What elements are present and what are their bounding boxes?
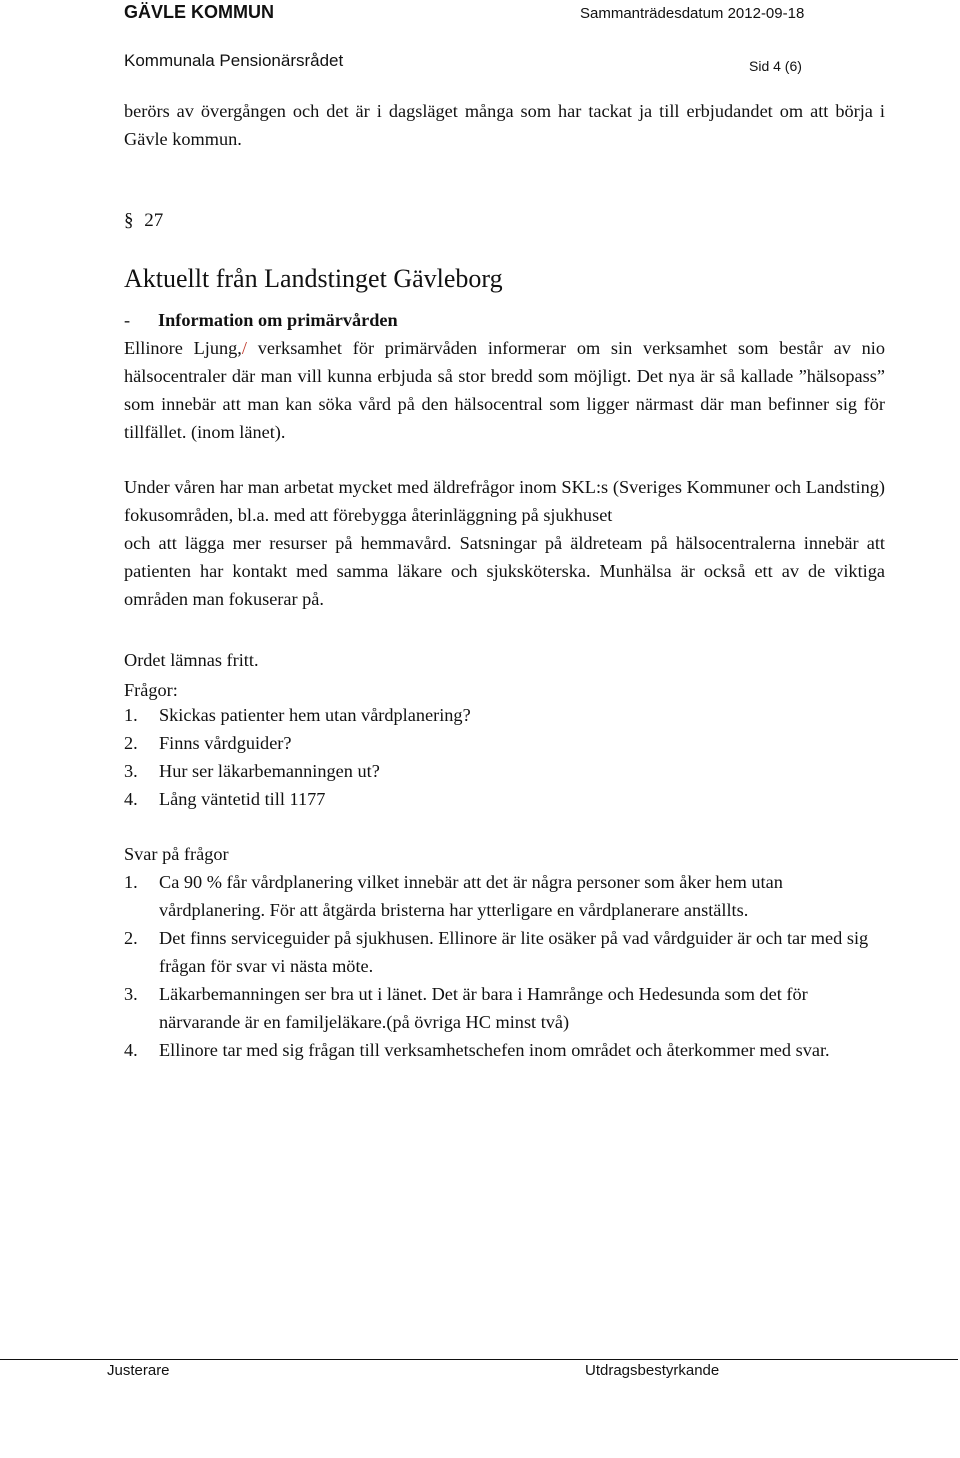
section-number [124,210,163,232]
footer-adjuster-label: Justerare [107,1362,170,1379]
answer-item: 3. Läkarbemanningen ser bra ut i länet. Det är bara i Hamrånge och Hedesunda som det för närvarande är en familjeläkare.(på övriga HC minst två) [124,984,808,1032]
organization-name: GÄVLE KOMMUN [124,2,274,22]
questions-label: Frågor: [124,680,178,700]
questions-list [124,701,885,813]
intro-paragraph: berörs av övergången och det är i dagsläget många som har tackat ja till erbjudandet om att börja i Gävle kommun. [124,101,885,149]
paragraph1-name: Ellinore Ljung, [124,338,242,358]
paragraph-primary-care [124,334,885,446]
footer-divider [0,1359,958,1360]
section-symbol: § [124,210,134,231]
section-subheading [124,310,398,331]
footer-certification-label: Utdragsbestyrkande [585,1362,720,1379]
paragraph1-rest: verksamhet för primärvåden informerar om sin verksamhet som består av nio hälsocentraler där man vill kunna erbjuda så stor bredd som möjligt. Det nya är så kallade ”hälsopass” som innebär att man kan söka vård på den hälsocentral som ligger närmast där man befinner sig för tillfället. (inom länet). [124,338,885,442]
question-item: 2. Finns vårdguider? [124,733,292,753]
section-heading: Aktuellt från Landstinget Gävleborg [124,264,503,293]
answers-list [124,868,885,1064]
section-number-value: 27 [144,210,164,231]
answer-item: 4. Ellinore tar med sig frågan till verksamhetschefen inom området och återkommer med svar. [124,1040,830,1060]
page-number: Sid 4 (6) [749,58,802,74]
paragraph-elderly-care-line2: och att lägga mer resurser på hemmavård. Satsningar på äldreteam på hälsocentralerna innebär att patienten har kontakt med samma läkare och sjuksköterska. Munhälsa är också ett av de viktiga områden man fokuserar på. [124,533,885,609]
question-item: 4. Lång väntetid till 1177 [124,789,326,809]
answer-item: 2. Det finns serviceguider på sjukhusen. Ellinore är lite osäker på vad vårdguider är och tar med sig frågan för svar vi nästa möte. [124,928,869,976]
open-floor-text: Ordet lämnas fritt. [124,650,259,670]
meeting-date: Sammanträdesdatum 2012-09-18 [580,5,805,22]
subheading-text: Information om primärvården [158,310,398,330]
subheading-dash: - [124,310,131,330]
question-item: 1. Skickas patienter hem utan vårdplanering? [124,705,471,725]
council-name: Kommunala Pensionärsrådet [124,51,344,70]
question-item: 3. Hur ser läkarbemanningen ut? [124,761,380,781]
paragraph-elderly-care-line1: Under våren har man arbetat mycket med äldrefrågor inom SKL:s (Sveriges Kommuner och Landsting) fokusområden, bl.a. med att förebygga återinläggning på sjukhuset [124,477,885,525]
answers-label: Svar på frågor [124,844,229,864]
paragraph1-slash: / [241,338,247,358]
answer-item: 1. Ca 90 % får vårdplanering vilket innebär att det är några personer som åker hem utan vårdplanering. För att åtgärda bristerna har ytterligare en vårdplanerare anställts. [124,872,783,920]
